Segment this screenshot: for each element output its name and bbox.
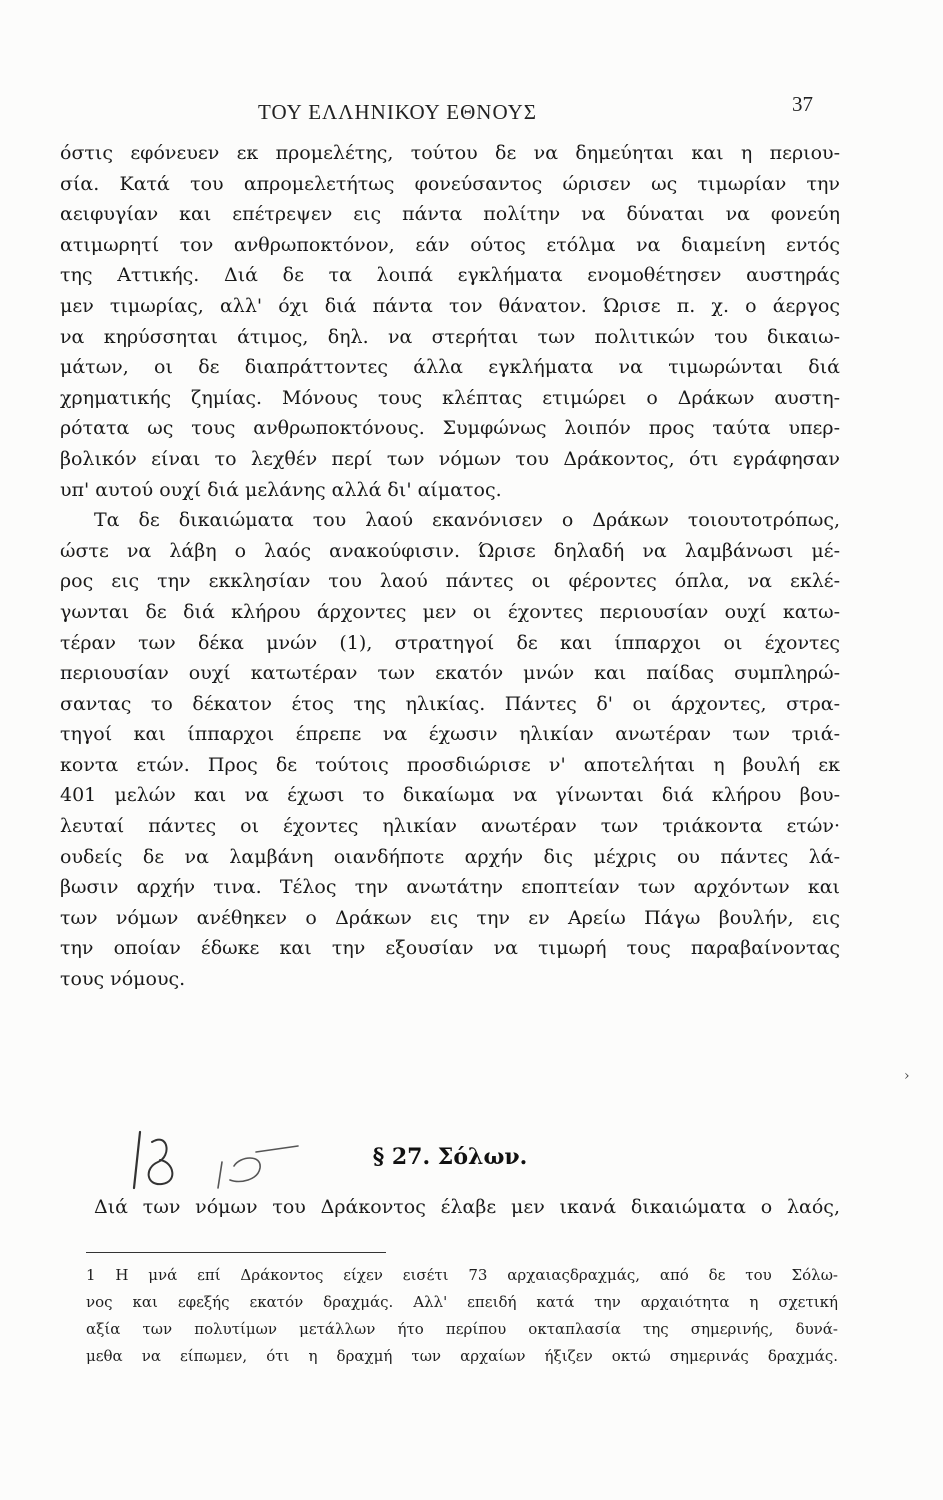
section-first-paragraph xyxy=(60,1192,840,1223)
text-line: ρος εις την εκκλησίαν του λαού πάντες οι φέροντες όπλα, να εκλέ- xyxy=(60,570,840,593)
section-heading: § 27. Σόλων. xyxy=(372,1144,528,1170)
text-line: γωνται δε διά κλήρου άρχοντες μεν οι έχοντες περιουσίαν ουχί κατω- xyxy=(60,600,840,623)
text-line: μεν τιμωρίας, αλλ' όχι διά πάντα τον θάνατον. Ώρισε π. χ. ο άεργος xyxy=(60,294,840,317)
text-line: αειφυγίαν και επέτρεψεν εις πάντα πολίτην να δύναται να φονεύη xyxy=(60,203,840,226)
footnote-line: αξία των πολυτίμων μετάλλων ήτο περίπου οκταπλασία της σημερινής, δυνά- xyxy=(86,1320,838,1338)
text-line: την οποίαν έδωκε και την εξουσίαν να τιμωρή τους παραβαίνοντας xyxy=(60,937,840,960)
margin-speck: › xyxy=(904,1068,910,1084)
text-line: ουδείς δε να λαμβάνη οιανδήποτε αρχήν δις μέχρις ου πάντες λά- xyxy=(60,845,840,868)
text-line: υπ' αυτού ουχί διά μελάνης αλλά δι' αίματος. xyxy=(60,478,502,501)
text-line: ρότατα ως τους ανθρωποκτόνους. Συμφώνως λοιπόν προς ταύτα υπερ- xyxy=(60,417,840,440)
text-line: όστις εφόνευεν εκ προμελέτης, τούτου δε να δημεύηται και η περιου- xyxy=(60,142,840,164)
footnote-rule xyxy=(86,1252,386,1253)
text-line: περιουσίαν ουχί κατωτέραν των εκατόν μνών και παίδας συμπληρώ- xyxy=(60,662,840,685)
footnote-line: μεθα να είπωμεν, ότι η δραχμή των αρχαίων ήξιζεν οκτώ σημερινάς δραχμάς. xyxy=(86,1347,838,1365)
text-line: τους νόμους. xyxy=(60,968,186,991)
text-line: μάτων, οι δε διαπράττοντες άλλα εγκλήματα να τιμωρώνται διά xyxy=(60,356,840,379)
text-line: βωσιν αρχήν τινα. Τέλος την ανωτάτην εποπτείαν των αρχόντων και xyxy=(60,876,840,899)
footnote xyxy=(86,1262,838,1370)
text-line: Διά των νόμων του Δράκοντος έλαβε μεν ικανά δικαιώματα ο λαός, xyxy=(94,1196,840,1218)
text-line: των νόμων ανέθηκεν ο Δράκων εις την εν Αρείω Πάγω βουλήν, εις xyxy=(60,906,840,929)
text-line: να κηρύσσηται άτιμος, δηλ. να στερήται των πολιτικών του δικαιω- xyxy=(60,325,840,348)
text-line: χρηματικής ζημίας. Μόνους τους κλέπτας ετιμώρει ο Δράκων αυστη- xyxy=(60,386,840,409)
page-number: 37 xyxy=(792,92,813,116)
body-text xyxy=(60,138,840,995)
text-line: Τα δε δικαιώματα του λαού εκανόνισεν ο Δράκων τοιουτοτρόπως, xyxy=(94,509,840,532)
text-line: λευταί πάντες οι έχοντες ηλικίαν ανωτέραν των τριάκοντα ετών· xyxy=(60,815,840,838)
text-line: τέραν των δέκα μνών (1), στρατηγοί δε και ίππαρχοι οι έχοντες xyxy=(60,631,840,654)
text-line: 401 μελών και να έχωσι το δικαίωμα να γίνωνται διά κλήρου βου- xyxy=(60,784,840,807)
text-line: ατιμωρητί τον ανθρωποκτόνον, εάν ούτος ετόλμα να διαμείνη εντός xyxy=(60,233,840,256)
text-line: σαντας το δέκατον έτος της ηλικίας. Πάντες δ' οι άρχοντες, στρα- xyxy=(60,692,840,715)
footnote-line: 1 Η μνά επί Δράκοντος είχεν εισέτι 73 αρχαιαςδραχμάς, από δε του Σόλω- xyxy=(86,1266,838,1284)
footnote-line: νος και εφεξής εκατόν δραχμάς. Αλλ' επειδή κατά την αρχαιότητα η σχετική xyxy=(86,1293,838,1311)
text-line: ώστε να λάβη ο λαός ανακούφισιν. Ώρισε δηλαδή να λαμβάνωσι μέ- xyxy=(60,539,840,562)
running-head: ΤΟΥ ΕΛΛΗΝΙΚΟΥ ΕΘΝΟΥΣ xyxy=(258,100,537,124)
text-line: της Αττικής. Διά δε τα λοιπά εγκλήματα ενομοθέτησεν αυστηράς xyxy=(60,264,840,287)
text-line: βολικόν είναι το λεχθέν περί των νόμων του Δράκοντος, ότι εγράφησαν xyxy=(60,447,840,470)
text-line: τηγοί και ίππαρχοι έπρεπε να έχωσιν ηλικίαν ανωτέραν των τριά- xyxy=(60,723,840,746)
text-line: κοντα ετών. Προς δε τούτοις προσδιώρισε ν' αποτελήται η βουλή εκ xyxy=(60,753,840,776)
text-line: σία. Κατά του απρομελετήτως φονεύσαντος ώρισεν ως τιμωρίαν την xyxy=(60,172,840,195)
